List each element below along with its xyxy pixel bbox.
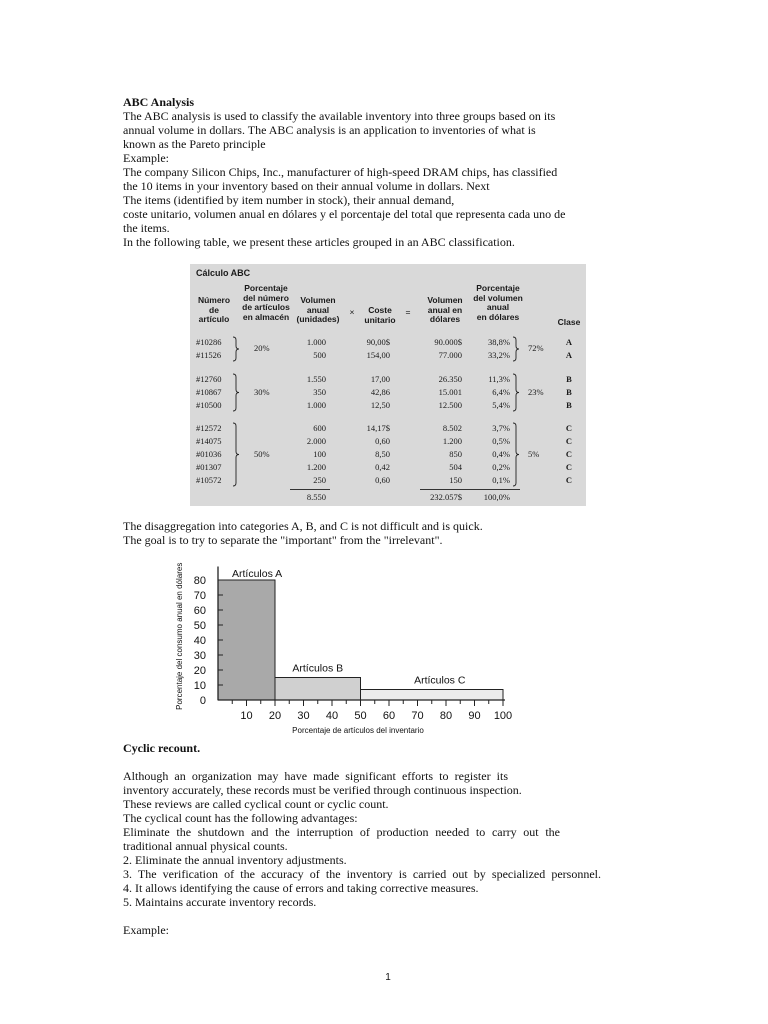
y-tick-label: 40 bbox=[193, 635, 206, 647]
header-line: dólares bbox=[429, 314, 461, 324]
bar-c bbox=[361, 690, 504, 701]
group-stock-percent: 20% bbox=[254, 343, 270, 353]
bar-label-b: Artículos B bbox=[292, 662, 344, 675]
paragraph-line: known as the Pareto principle bbox=[123, 137, 266, 151]
header-line: Porcentaje bbox=[244, 283, 288, 293]
item-number-cell: #10286 bbox=[196, 337, 222, 347]
x-axis-title: Porcentaje de artículos del inventario bbox=[292, 726, 424, 735]
class-cell: C bbox=[565, 449, 573, 459]
header-line: en dólares bbox=[476, 311, 520, 322]
table-title: Cálculo ABC bbox=[196, 268, 251, 278]
unit-cost-cell: 0,60 bbox=[375, 436, 390, 446]
item-number-cell: #11526 bbox=[196, 350, 222, 360]
header-line: (unidades) bbox=[296, 314, 340, 324]
bar-label-a: Artículos A bbox=[232, 568, 283, 580]
total-percent: 100,0% bbox=[483, 492, 510, 502]
paragraph-line: the 10 items in your inventory based on their annual volume in dollars. Next bbox=[123, 179, 490, 193]
cyclic-recount-section bbox=[123, 741, 603, 937]
header-line: Porcentaje bbox=[476, 283, 520, 293]
header-line: artículo bbox=[198, 314, 230, 324]
volume-cell: 500 bbox=[313, 350, 326, 360]
intro-section bbox=[123, 95, 603, 249]
dollars-cell: 77.000 bbox=[438, 350, 462, 360]
class-cell: B bbox=[566, 374, 572, 384]
percent-cell: 0,1% bbox=[492, 475, 510, 485]
section-heading-abc: ABC Analysis bbox=[123, 95, 195, 109]
volume-cell: 100 bbox=[313, 449, 326, 459]
header-line: Volumen bbox=[300, 295, 336, 305]
group-stock-percent: 30% bbox=[254, 386, 270, 397]
paragraph-line: Eliminate the shutdown and the interruption of production needed to carry out the bbox=[123, 825, 560, 839]
paragraph-line: The goal is to try to separate the "important" from the "irrelevant". bbox=[123, 533, 443, 547]
class-cell: A bbox=[565, 337, 573, 347]
abc-bar-chart bbox=[170, 555, 540, 740]
blank-line bbox=[123, 755, 603, 769]
x-tick-label: 90 bbox=[468, 710, 481, 722]
header-line: de bbox=[209, 304, 219, 315]
paragraph-line: the items. bbox=[123, 221, 170, 235]
volume-cell: 2.000 bbox=[306, 436, 326, 446]
x-tick-label: 60 bbox=[382, 710, 396, 722]
left-brace-icon bbox=[232, 337, 240, 361]
unit-cost-cell: 14,17$ bbox=[366, 423, 390, 433]
dollars-cell: 504 bbox=[449, 462, 462, 472]
paragraph-line: The company Silicon Chips, Inc., manufacturer of high-speed DRAM chips, has classified bbox=[123, 165, 558, 179]
item-number-cell: #10500 bbox=[196, 400, 222, 410]
group-volume-percent: 72% bbox=[528, 343, 544, 353]
unit-cost-cell: 8,50 bbox=[375, 449, 390, 459]
header-line: Volumen bbox=[427, 295, 463, 305]
bar-b bbox=[275, 678, 361, 701]
paragraph-line: annual volume in dollars. The ABC analysis is an application to inventories of what is bbox=[123, 123, 536, 137]
volume-cell: 1.550 bbox=[306, 374, 326, 384]
paragraph-line: traditional annual physical counts. bbox=[123, 839, 288, 853]
percent-cell: 5,4% bbox=[492, 400, 510, 410]
class-cell: B bbox=[566, 387, 572, 397]
paragraph-line: 5. Maintains accurate inventory records. bbox=[123, 895, 317, 909]
paragraph-line: 4. It allows identifying the cause of errors and taking corrective measures. bbox=[123, 881, 479, 895]
group-volume-percent: 23% bbox=[528, 386, 544, 397]
paragraph-line: The items (identified by item number in stock), their annual demand, bbox=[123, 193, 455, 207]
dollars-cell: 1.200 bbox=[442, 436, 462, 446]
right-brace-icon bbox=[512, 374, 520, 411]
y-tick-label: 50 bbox=[193, 620, 206, 632]
x-tick-label: 100 bbox=[493, 710, 513, 722]
right-brace-icon bbox=[512, 423, 520, 486]
header-line: anual bbox=[306, 304, 330, 315]
item-number-cell: #12572 bbox=[196, 423, 222, 433]
volume-cell: 1.000 bbox=[306, 337, 326, 347]
header-annual-volume bbox=[294, 296, 342, 325]
dollars-cell: 8.502 bbox=[442, 423, 462, 433]
example-label: Example: bbox=[123, 923, 169, 937]
disaggregation-section bbox=[123, 519, 603, 547]
unit-cost-cell: 0,42 bbox=[375, 462, 390, 472]
volume-cell: 350 bbox=[313, 387, 326, 397]
x-tick-label: 70 bbox=[411, 710, 424, 722]
header-stock-percent bbox=[238, 284, 294, 322]
item-number-cell: #01036 bbox=[196, 449, 222, 459]
y-tick-label: 10 bbox=[193, 680, 206, 692]
total-volume: 8.550 bbox=[306, 492, 326, 502]
item-number-cell: #10572 bbox=[196, 475, 222, 485]
dollars-cell: 15.001 bbox=[438, 387, 462, 397]
paragraph-line: The disaggregation into categories A, B, and C is not difficult and is quick. bbox=[123, 519, 483, 533]
header-line: unitario bbox=[364, 314, 396, 325]
item-number-cell: #01307 bbox=[196, 462, 222, 472]
percent-cell: 0,2% bbox=[492, 462, 510, 472]
y-tick-label: 70 bbox=[193, 590, 206, 602]
unit-cost-cell: 90,00$ bbox=[366, 337, 390, 347]
x-tick-label: 80 bbox=[439, 710, 453, 722]
percent-cell: 0,4% bbox=[492, 449, 510, 459]
x-tick-label: 50 bbox=[354, 710, 367, 722]
volume-cell: 250 bbox=[313, 475, 326, 485]
total-dollars: 232.057$ bbox=[430, 492, 462, 502]
header-line: Número bbox=[197, 295, 231, 305]
total-rule-dollars bbox=[420, 489, 520, 490]
header-dollar-percent bbox=[470, 284, 526, 322]
item-number-cell: #12760 bbox=[196, 374, 222, 384]
unit-cost-cell: 42,86 bbox=[370, 387, 390, 397]
header-line: anual bbox=[486, 302, 510, 312]
unit-cost-cell: 12,50 bbox=[370, 400, 390, 410]
dollars-cell: 150 bbox=[449, 475, 462, 485]
x-tick-label: 10 bbox=[240, 710, 253, 722]
y-tick-label: 0 bbox=[199, 695, 206, 707]
total-rule-volume bbox=[290, 489, 330, 490]
blank-line bbox=[123, 909, 603, 923]
right-brace-icon bbox=[512, 337, 520, 361]
left-brace-icon bbox=[232, 374, 240, 411]
header-annual-dollars bbox=[422, 296, 468, 325]
percent-cell: 11,3% bbox=[488, 374, 510, 384]
item-number-cell: #14075 bbox=[196, 436, 222, 446]
percent-cell: 6,4% bbox=[492, 387, 510, 397]
y-tick-label: 60 bbox=[193, 605, 206, 617]
paragraph-line: 3. The verification of the accuracy of the inventory is carried out by specialized personnel. bbox=[123, 867, 601, 881]
header-line: de artículos bbox=[242, 302, 290, 312]
percent-cell: 3,7% bbox=[492, 423, 510, 433]
percent-cell: 33,2% bbox=[488, 350, 510, 360]
y-axis-title: Porcentaje del consumo anual en dólares bbox=[175, 562, 184, 710]
paragraph-line: These reviews are called cyclical count or cyclic count. bbox=[123, 797, 389, 811]
header-line: anual en bbox=[427, 304, 463, 315]
class-cell: C bbox=[565, 423, 573, 433]
y-tick-label: 30 bbox=[193, 650, 206, 662]
paragraph-line: inventory accurately, these records must be verified through continuous inspection. bbox=[123, 783, 522, 797]
class-cell: A bbox=[565, 350, 573, 360]
paragraph-line: In the following table, we present these articles grouped in an ABC classification. bbox=[123, 235, 515, 249]
item-number-cell: #10867 bbox=[196, 387, 222, 397]
percent-cell: 38,8% bbox=[488, 337, 510, 347]
y-tick-label: 80 bbox=[193, 575, 206, 587]
unit-cost-cell: 0,60 bbox=[375, 475, 390, 485]
paragraph-line: Although an organization may have made significant efforts to register its bbox=[123, 769, 508, 783]
header-line: Coste bbox=[368, 305, 392, 315]
bar-a bbox=[218, 580, 275, 700]
group-volume-percent: 5% bbox=[528, 448, 540, 459]
x-tick-label: 40 bbox=[325, 710, 339, 722]
header-line: en almacén bbox=[242, 311, 290, 322]
dollars-cell: 90.000$ bbox=[434, 337, 462, 347]
dollars-cell: 26.350 bbox=[438, 374, 462, 384]
volume-cell: 1.200 bbox=[306, 462, 326, 472]
percent-cell: 0,5% bbox=[492, 436, 510, 446]
y-tick-label: 20 bbox=[193, 665, 206, 677]
header-item-number bbox=[194, 296, 234, 325]
group-stock-percent: 50% bbox=[254, 448, 270, 459]
paragraph-line: 2. Eliminate the annual inventory adjustments. bbox=[123, 853, 347, 867]
volume-cell: 600 bbox=[313, 423, 326, 433]
header-line: del número bbox=[243, 292, 289, 303]
equals-sign: = bbox=[405, 307, 411, 317]
abc-calculation-table bbox=[190, 264, 586, 506]
class-cell: C bbox=[565, 475, 573, 485]
bar-label-c: Artículos C bbox=[414, 674, 466, 687]
paragraph-line: The cyclical count has the following advantages: bbox=[123, 811, 358, 825]
x-tick-label: 30 bbox=[297, 710, 310, 722]
paragraph-line: coste unitario, volumen anual en dólares y el porcentaje del total que representa cada uno de bbox=[123, 207, 566, 221]
header-class: Clase bbox=[557, 317, 581, 327]
dollars-cell: 12.500 bbox=[438, 400, 462, 410]
class-cell: C bbox=[565, 462, 573, 472]
paragraph-line: The ABC analysis is used to classify the available inventory into three groups based on its bbox=[123, 109, 556, 123]
header-line: del volumen bbox=[473, 292, 523, 303]
page-number: 1 bbox=[385, 972, 391, 983]
section-heading-cyclic: Cyclic recount. bbox=[123, 741, 201, 755]
left-brace-icon bbox=[232, 423, 240, 486]
class-cell: C bbox=[565, 436, 573, 446]
paragraph-line: Example: bbox=[123, 151, 169, 165]
dollars-cell: 850 bbox=[449, 449, 462, 459]
header-unit-cost bbox=[360, 306, 400, 325]
unit-cost-cell: 154,00 bbox=[366, 350, 390, 360]
x-tick-label: 20 bbox=[268, 710, 282, 722]
times-sign: × bbox=[349, 307, 355, 317]
volume-cell: 1.000 bbox=[306, 400, 326, 410]
class-cell: B bbox=[566, 400, 572, 410]
unit-cost-cell: 17,00 bbox=[370, 374, 390, 384]
